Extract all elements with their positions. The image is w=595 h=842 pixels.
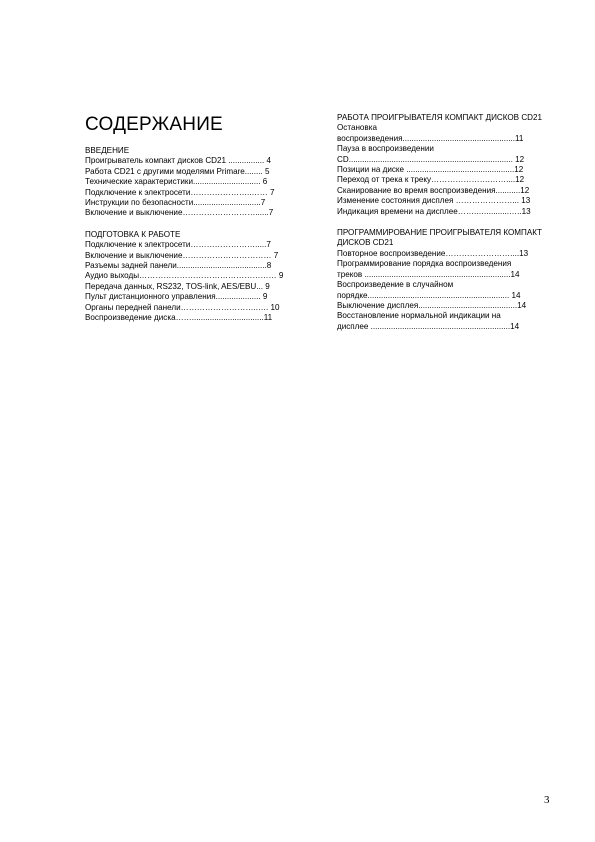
toc-entry: Выключение дисплея............................................14 bbox=[337, 300, 527, 310]
toc-entry: Изменение состояния дисплея …………………... 13 bbox=[337, 196, 531, 206]
toc-title: СОДЕРЖАНИЕ bbox=[85, 114, 223, 135]
toc-right-column bbox=[337, 113, 554, 343]
toc-entry: Инструкции по безопасности..............................7 bbox=[85, 198, 266, 208]
toc-entry: Позиции на диске ................................................12 bbox=[337, 165, 524, 175]
toc-entry: Пауза в воспроизведении bbox=[337, 144, 434, 154]
toc-entry: Включение и выключение………………………......7 bbox=[85, 208, 274, 218]
toc-entry: Остановка bbox=[337, 123, 377, 133]
toc-entry: порядке............................................................... 14 bbox=[337, 290, 521, 300]
toc-section-preparation bbox=[85, 230, 293, 324]
toc-entry: треков .................................................................14 bbox=[337, 269, 520, 279]
toc-entry: Включение и выключение…………………………… 7 bbox=[85, 250, 279, 260]
toc-entry: Пульт дистанционного управления.................... 9 bbox=[85, 292, 268, 302]
toc-entry: Подключение к электросети…………………….....7 bbox=[85, 240, 271, 250]
section-heading: ПРОГРАММИРОВАНИЕ ПРОИГРЫВАТЕЛЯ КОМПАКТ ДИСКОВ CD21 bbox=[337, 228, 542, 248]
toc-entry: Воспроизведение в случайном bbox=[337, 280, 454, 290]
toc-entry: Разъемы задней панели........................................8 bbox=[85, 261, 272, 271]
toc-entry: Повторное воспроизведение……………………....13 bbox=[337, 248, 529, 258]
toc-entry: Сканирование во время воспроизведения...........12 bbox=[337, 185, 530, 195]
section-heading: ПОДГОТОВКА К РАБОТЕ bbox=[85, 229, 181, 239]
toc-entry: Работа CD21 с другими моделями Primare........ 5 bbox=[85, 166, 270, 176]
toc-entry: Воспроизведение диска……................................11 bbox=[85, 313, 273, 323]
toc-entry: Переход от трека к треку………………….……....12 bbox=[337, 175, 525, 185]
toc-entry: Технические характеристики.............................. 6 bbox=[85, 177, 268, 187]
toc-entry: Подключение к электросети…………………..…… 7 bbox=[85, 187, 275, 197]
section-heading: ВВЕДЕНИЕ bbox=[85, 146, 130, 155]
toc-entry: Индикация времени на дисплее……..…..........…..13 bbox=[337, 206, 531, 216]
toc-entry: Проигрыватель компакт дисков CD21 ................ 4 bbox=[85, 156, 271, 166]
toc-section-introduction bbox=[85, 146, 293, 219]
toc-left-column bbox=[85, 146, 293, 335]
toc-section-operation bbox=[337, 113, 554, 217]
toc-entry: Программирование порядка воспроизведения bbox=[337, 259, 512, 269]
toc-entry: Органы передней панели………………………..…. 10 bbox=[85, 302, 280, 312]
toc-entry: Аудио выходы…………………………………………… 9 bbox=[85, 271, 284, 281]
toc-section-programming bbox=[337, 228, 554, 332]
toc-entry: воспроизведения..................................................11 bbox=[337, 133, 524, 143]
toc-entry: дисплее ..............................................................14 bbox=[337, 321, 520, 331]
section-heading: РАБОТА ПРОИГРЫВАТЕЛЯ КОМПАКТ ДИСКОВ CD21 bbox=[337, 113, 543, 122]
page-number: 3 bbox=[544, 794, 550, 806]
toc-entry: Восстановление нормальной индикации на bbox=[337, 311, 501, 321]
toc-entry: Передача данных, RS232, TOS-link, AES/EBU... 9 bbox=[85, 281, 270, 291]
toc-entry: CD......................................................................... 12 bbox=[337, 154, 525, 164]
